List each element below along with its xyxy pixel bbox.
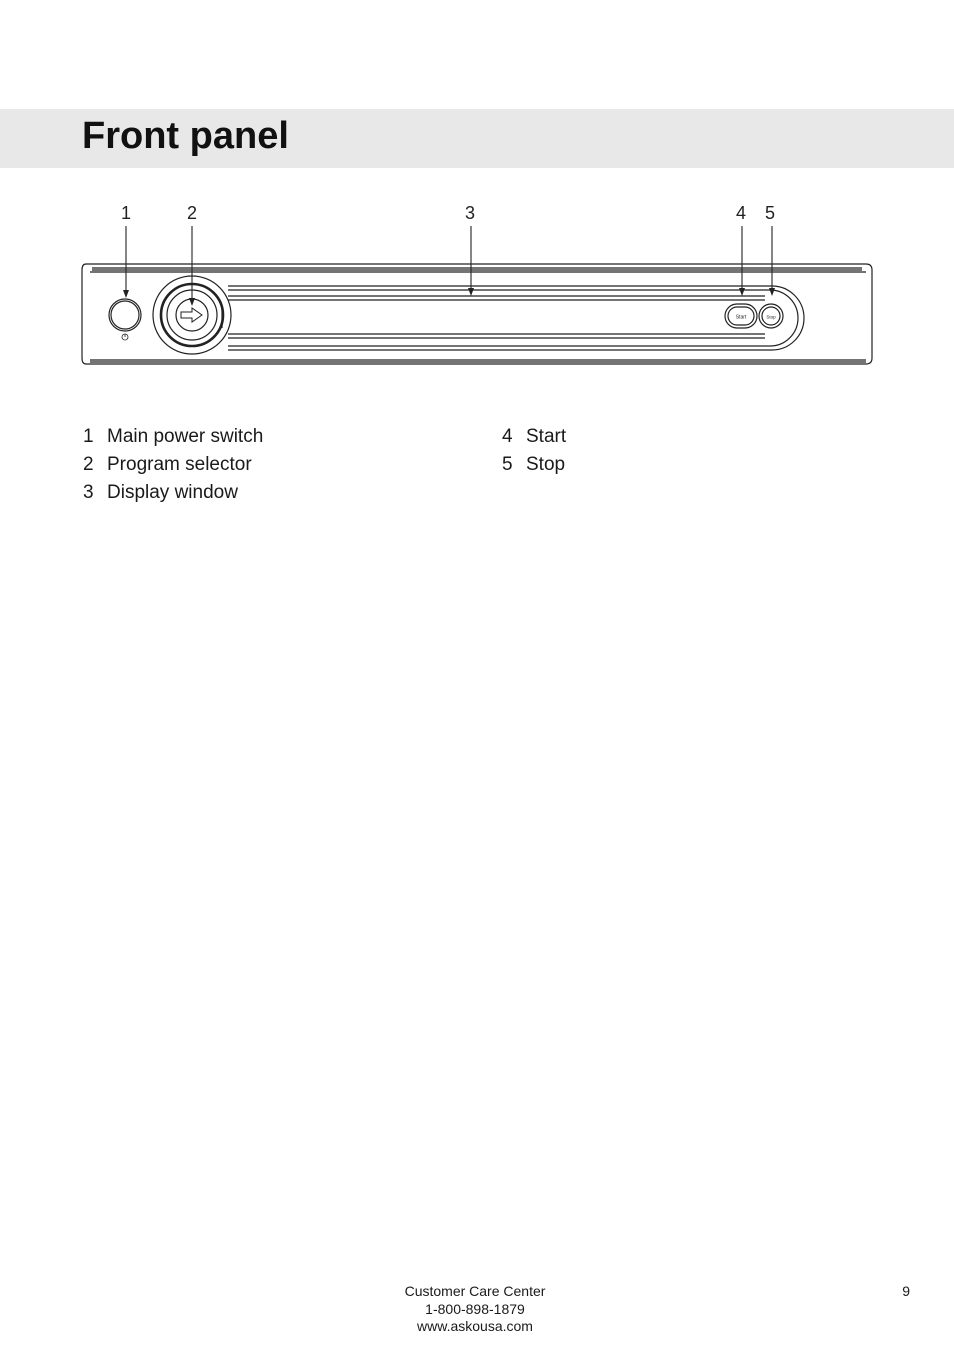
callout-number-4: 4	[736, 203, 747, 223]
page-number: 9	[902, 1283, 910, 1299]
callout-arrows	[123, 226, 775, 306]
callout-number-2: 2	[187, 203, 198, 223]
legend-number: 3	[83, 482, 94, 503]
legend-number: 4	[502, 426, 513, 447]
legend-number: 2	[83, 454, 94, 475]
footer-customer-care: Customer Care Center	[404, 1283, 546, 1299]
legend-item-main-power-switch	[83, 423, 263, 451]
legend-label: Program selector	[107, 454, 252, 475]
footer-website: www.askousa.com	[417, 1318, 533, 1334]
footer-contact	[375, 1283, 575, 1336]
start-button-label: Start	[735, 314, 747, 321]
callout-number-5: 5	[765, 203, 776, 223]
legend-item-program-selector	[83, 451, 263, 479]
callout-number-1: 1	[121, 203, 132, 223]
legend-right	[502, 423, 566, 479]
start-stop-buttons	[725, 304, 783, 328]
legend-number: 5	[502, 454, 513, 475]
legend-item-start	[502, 423, 566, 451]
legend-left	[83, 423, 263, 507]
page-title: Front panel	[82, 115, 289, 157]
legend-item-display-window	[83, 479, 263, 507]
legend-label: Start	[526, 426, 567, 447]
legend-label: Main power switch	[107, 426, 264, 447]
display-window	[222, 286, 804, 350]
stop-button-label: Stop	[766, 314, 776, 320]
legend-label: Stop	[526, 454, 566, 475]
main-power-switch	[109, 299, 141, 340]
legend-label: Display window	[107, 482, 238, 503]
legend-item-stop	[502, 451, 566, 479]
legend-number: 1	[83, 426, 94, 447]
front-panel-diagram	[0, 195, 954, 375]
callout-number-3: 3	[465, 203, 476, 223]
footer-phone: 1-800-898-1879	[425, 1300, 525, 1317]
